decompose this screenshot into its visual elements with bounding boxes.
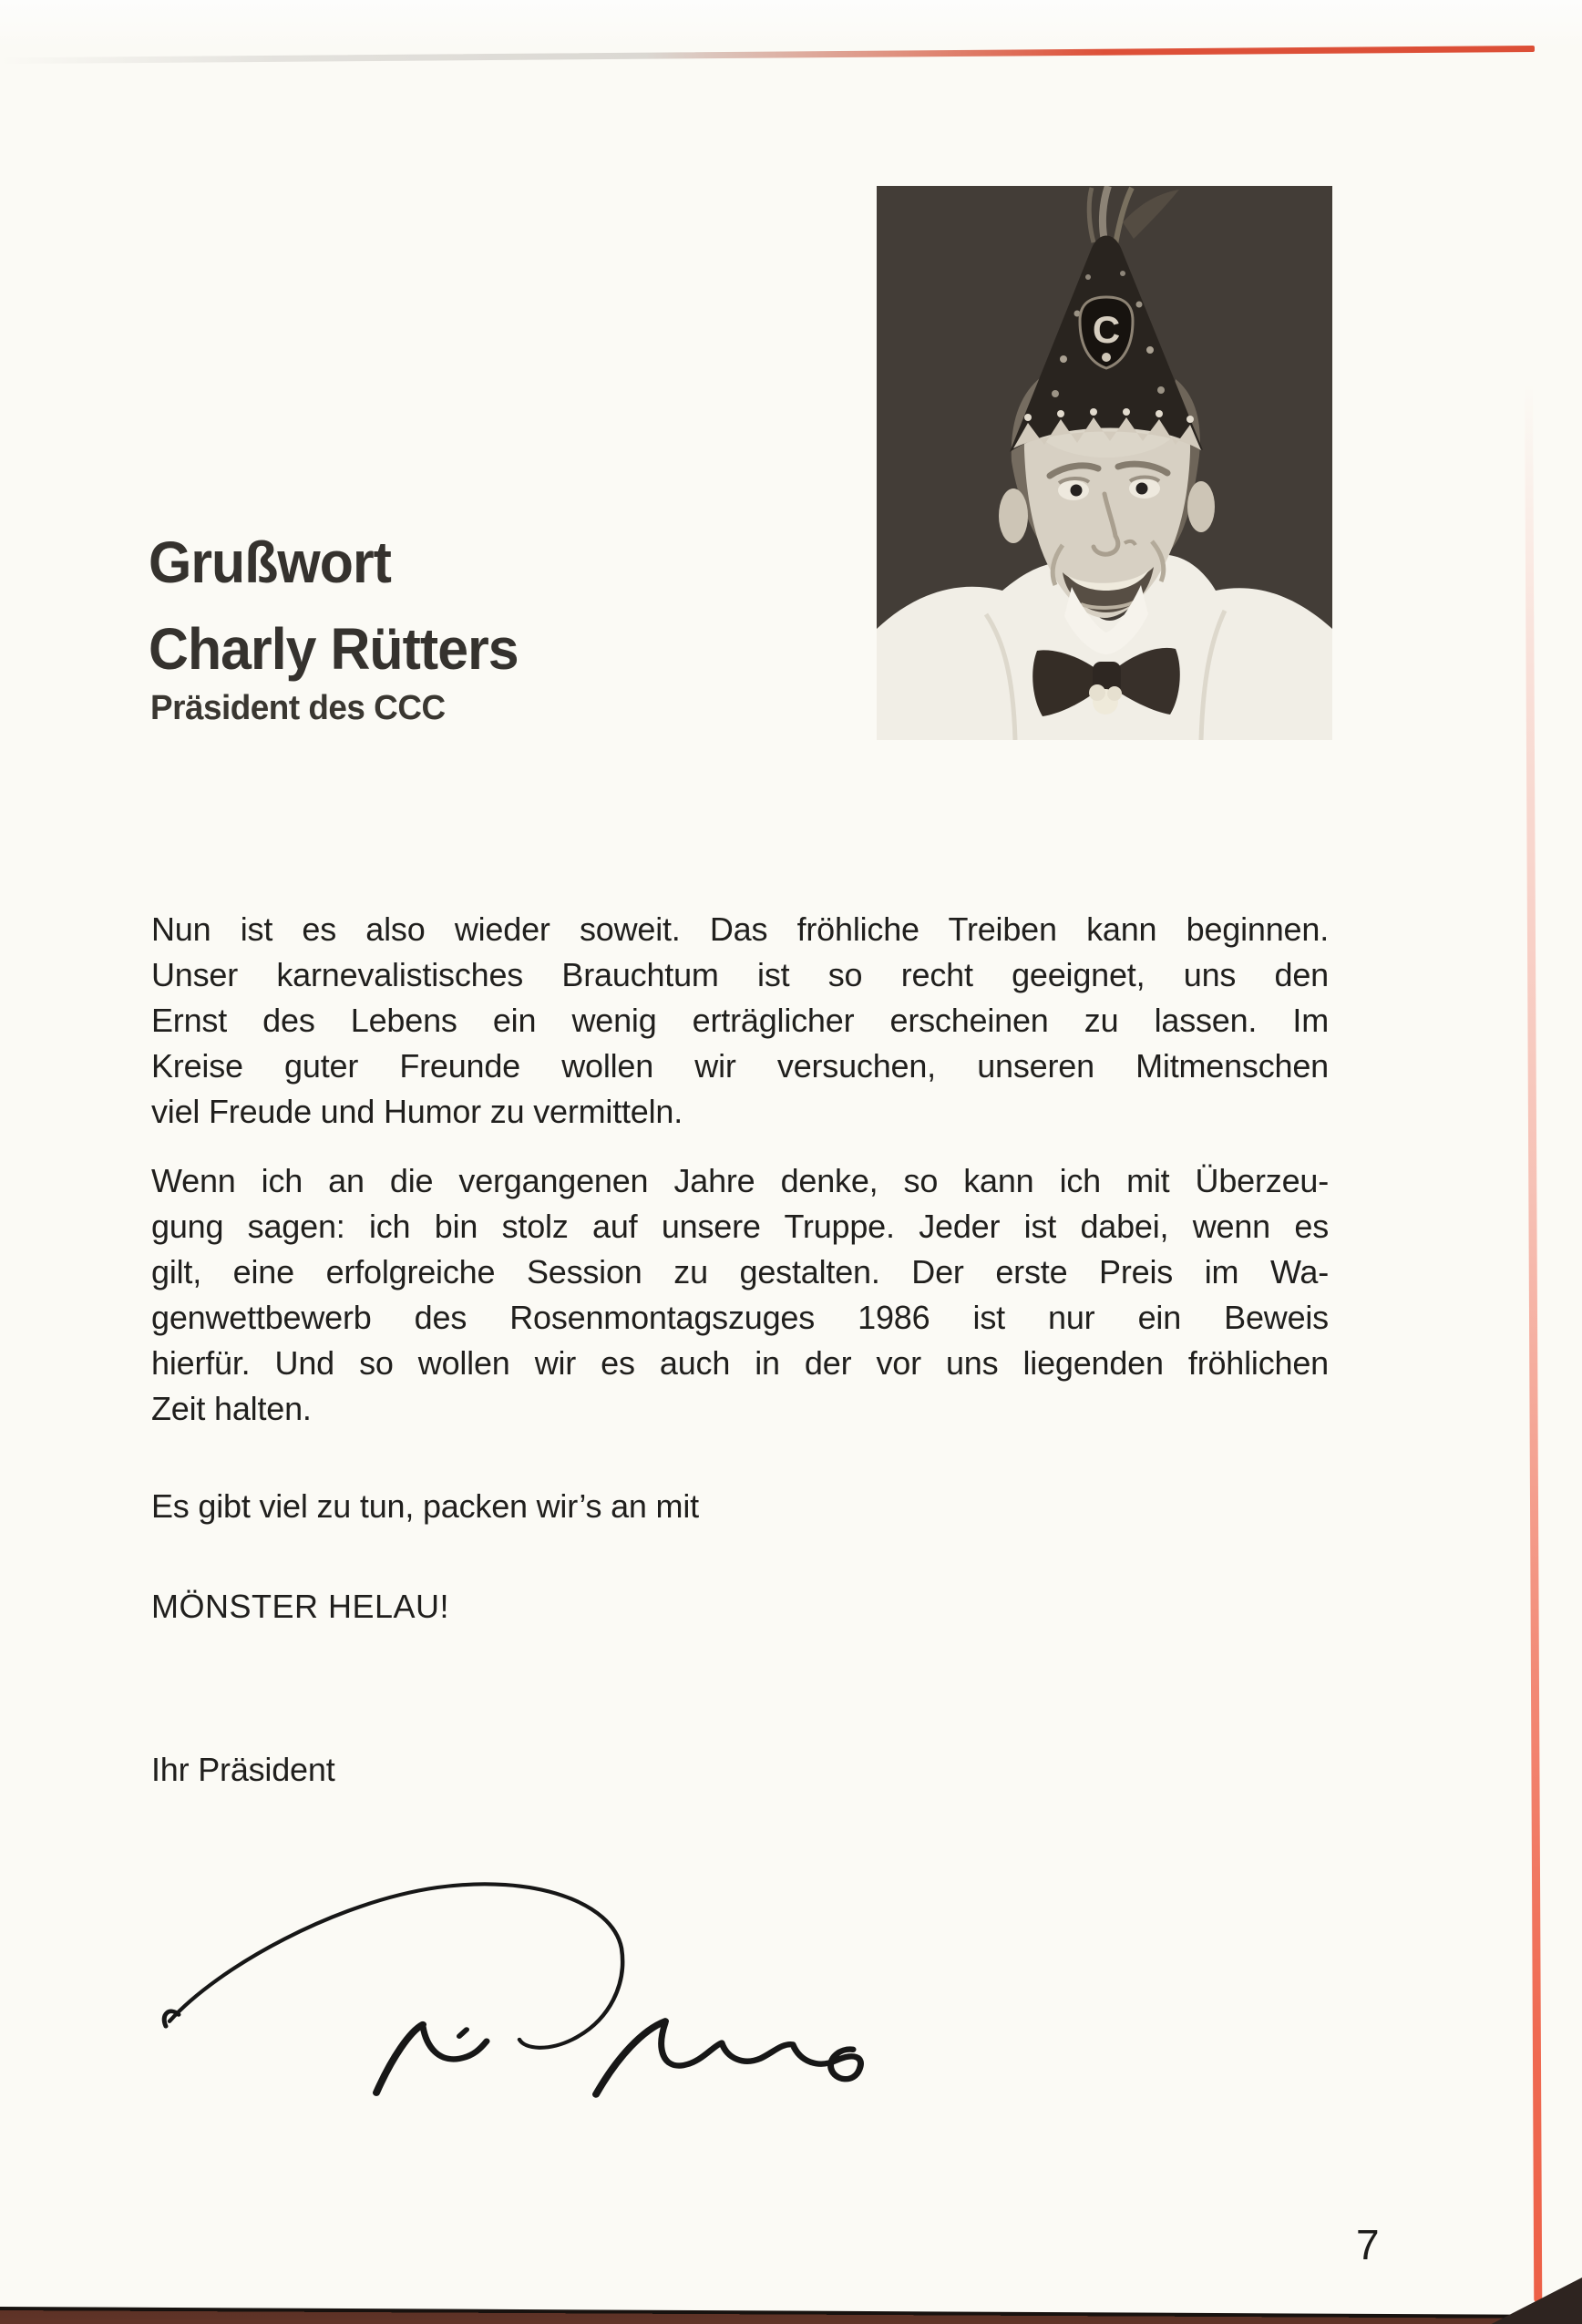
page-title: Grußwort (149, 530, 391, 595)
text-line: hierfür. Und so wollen wir es auch in der vor uns liegenden fröhlichen (151, 1344, 1329, 1382)
text-line: Es gibt viel zu tun, packen wir’s an mit (151, 1487, 699, 1525)
text-line: Nun ist es also wieder soweit. Das fröhliche Treiben kann beginnen. (151, 910, 1329, 948)
text-line: Zeit halten. (151, 1390, 312, 1427)
bottom-scan-edge (0, 2307, 1582, 2324)
top-edge-highlight (0, 0, 1582, 47)
signature-strokes (118, 1850, 939, 2133)
text-line: Ihr Präsident (151, 1751, 335, 1788)
text-line: Kreise guter Freunde wollen wir versuchen, unseren Mitmenschen (151, 1047, 1329, 1085)
text-line: Wenn ich an die vergangenen Jahre denke, so kann ich mit Überzeu- (151, 1162, 1329, 1199)
greeting-paragraph-2 (151, 1158, 1329, 1432)
portrait-photo-illustration (877, 186, 1332, 740)
text-line: gilt, eine erfolgreiche Session zu gestalten. Der erste Preis im Wa- (151, 1253, 1329, 1291)
text-line: viel Freude und Humor zu vermitteln. (151, 1093, 683, 1130)
text-line: Ernst des Lebens ein wenig erträglicher erscheinen zu lassen. Im (151, 1002, 1329, 1039)
portrait-photo (877, 186, 1332, 740)
text-line: Unser karnevalistisches Brauchtum ist so recht geeignet, uns den (151, 956, 1329, 993)
right-border-line (1525, 383, 1542, 2302)
closing-line (151, 1747, 1329, 1793)
author-name: Charly Rütters (149, 616, 519, 682)
text-line: gung sagen: ich bin stolz auf unsere Truppe. Jeder ist dabei, wenn es (151, 1208, 1329, 1245)
top-border-line (0, 46, 1535, 64)
text-line: genwettbewerb des Rosenmontagszuges 1986 ist nur ein Beweis (151, 1299, 1329, 1336)
signature (118, 1850, 939, 2133)
text-line: MÖNSTER HELAU! (151, 1588, 450, 1625)
page-number: 7 (1356, 2221, 1380, 2268)
greeting-paragraph-1 (151, 907, 1329, 1135)
cap-badge-letter: C (1092, 308, 1121, 351)
call-to-action-line (151, 1484, 1329, 1529)
slogan-line (151, 1584, 1329, 1630)
author-role: Präsident des CCC (150, 689, 446, 727)
